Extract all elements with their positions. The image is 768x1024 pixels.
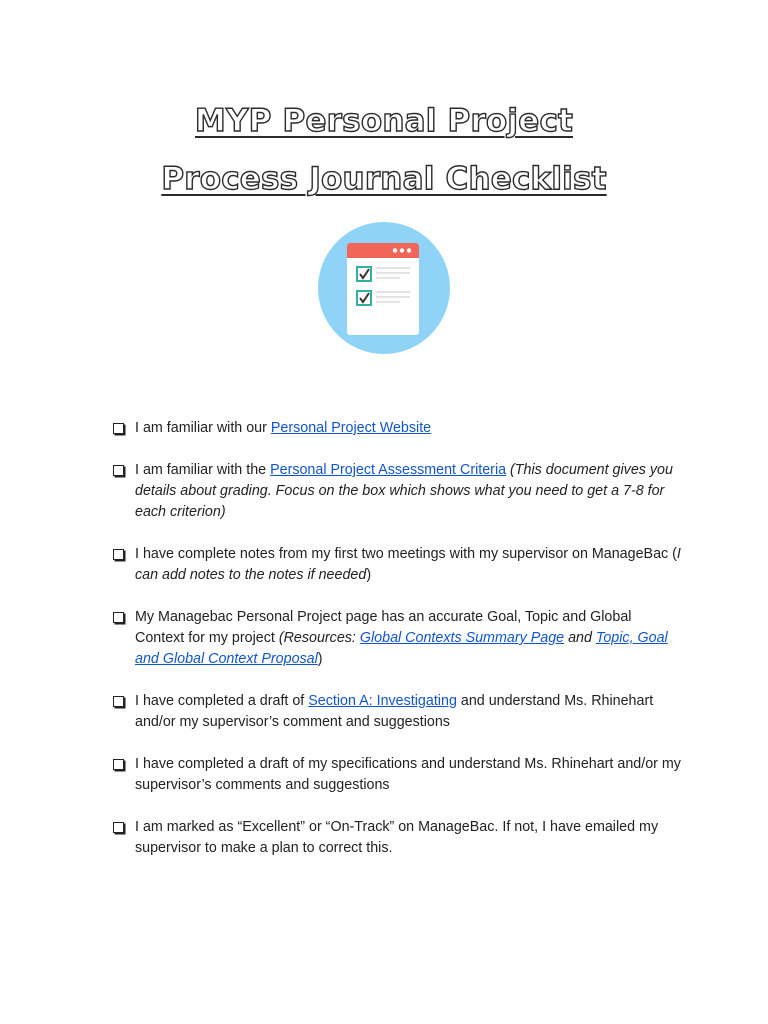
checkbox-icon[interactable] xyxy=(113,612,124,623)
checkbox-icon[interactable] xyxy=(113,696,124,707)
checkbox-icon[interactable] xyxy=(113,822,124,833)
checklist-item: I have completed a draft of my specifications and understand Ms. Rhinehart and/or my supervisor’s comments and suggestions xyxy=(113,754,683,796)
window-dot-icon xyxy=(393,248,397,252)
checklist-icon xyxy=(318,220,450,356)
page-title xyxy=(0,92,768,208)
personal-project-website-link[interactable]: Personal Project Website xyxy=(270,420,432,436)
checklist-item: I am familiar with our Personal Project Website xyxy=(113,418,683,439)
checklist-item: My Managebac Personal Project page has an accurate Goal, Topic and Global Context for my project (Resources: Global Contexts Summary Page and Topic, Goal and Global Context Proposal) xyxy=(113,607,683,670)
checkbox-icon[interactable] xyxy=(113,423,124,434)
window-dot-icon xyxy=(400,248,404,252)
title-line-2: Process Journal Checklist xyxy=(161,161,607,197)
checklist-item: I have complete notes from my first two meetings with my supervisor on ManageBac (I can add notes to the notes if needed) xyxy=(113,544,683,586)
global-contexts-summary-link[interactable]: Global Contexts Summary Page xyxy=(359,630,565,646)
checkbox-icon[interactable] xyxy=(113,549,124,560)
checklist-item: I am marked as “Excellent” or “On-Track” on ManageBac. If not, I have emailed my supervisor to make a plan to correct this. xyxy=(113,817,683,859)
checkbox-icon[interactable] xyxy=(113,759,124,770)
assessment-criteria-link[interactable]: Personal Project Assessment Criteria xyxy=(270,462,507,478)
checklist-item: I am familiar with the Personal Project Assessment Criteria (This document gives you details about grading. Focus on the box which shows what you need to get a 7-8 for each criterion) xyxy=(113,460,683,523)
checkbox-icon[interactable] xyxy=(113,465,124,476)
window-dot-icon xyxy=(407,248,411,252)
title-line-1: MYP Personal Project xyxy=(194,103,574,139)
checklist xyxy=(113,418,683,880)
checklist-item: I have completed a draft of Section A: Investigating and understand Ms. Rhinehart and/or my supervisor’s comment and suggestions xyxy=(113,691,683,733)
section-a-investigating-link[interactable]: Section A: Investigating xyxy=(308,693,457,709)
proposal-link[interactable]: Topic, Goal and Global Context Proposal xyxy=(135,630,668,667)
